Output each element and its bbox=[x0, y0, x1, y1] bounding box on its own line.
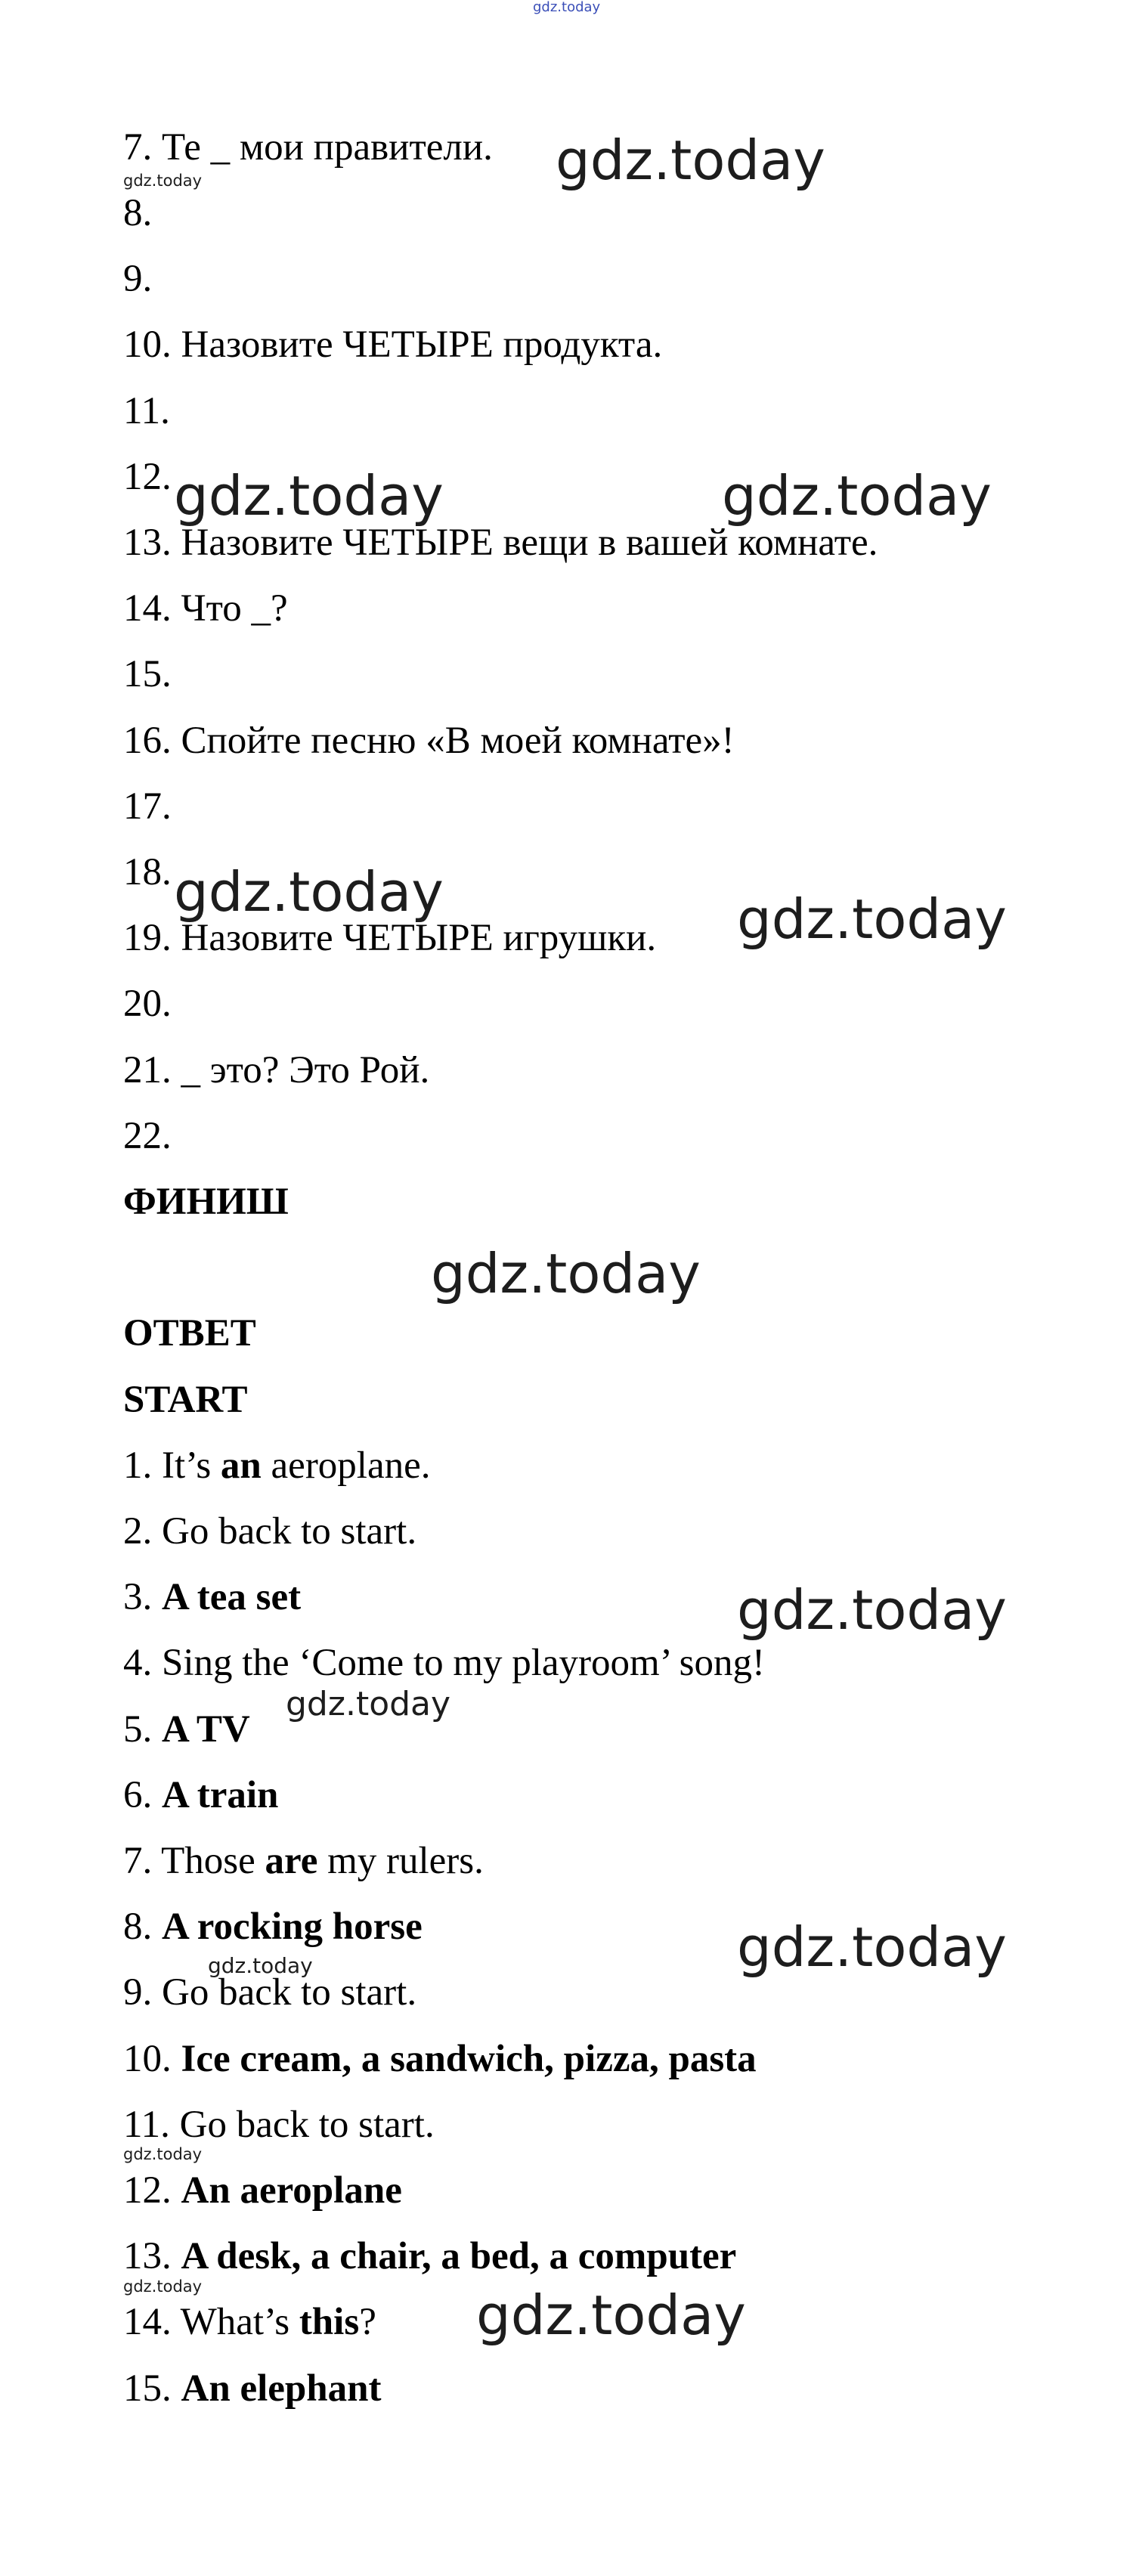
answer-line: 8. A rocking horse bbox=[123, 1906, 423, 1948]
question-line: 20. bbox=[123, 983, 172, 1025]
watermark: gdz.today bbox=[208, 1953, 313, 1978]
question-line: 14. Что _? bbox=[123, 587, 288, 630]
answer-line: 10. Ice cream, a sandwich, pizza, pasta bbox=[123, 2038, 757, 2080]
answer-heading: ОТВЕТ bbox=[123, 1312, 256, 1355]
watermark: gdz.today bbox=[556, 128, 825, 192]
watermark: gdz.today bbox=[476, 2283, 746, 2347]
question-line: 7. Те _ мои правители. bbox=[123, 126, 493, 169]
question-line: 11. bbox=[123, 390, 170, 432]
watermark: gdz.today bbox=[737, 887, 1007, 951]
watermark: gdz.today bbox=[737, 1578, 1007, 1642]
answer-line: 14. What’s this? bbox=[123, 2301, 376, 2343]
answer-line: 12. An aeroplane bbox=[123, 2169, 402, 2212]
question-line: 18. bbox=[123, 851, 172, 893]
question-line: 19. Назовите ЧЕТЫРЕ игрушки. bbox=[123, 917, 657, 959]
question-line: 17. bbox=[123, 785, 172, 828]
watermark: gdz.today bbox=[533, 0, 601, 15]
question-line: 16. Спойте песню «В моей комнате»! bbox=[123, 720, 735, 762]
answer-line: 1. It’s an aeroplane. bbox=[123, 1444, 431, 1487]
finish-label: ФИНИШ bbox=[123, 1181, 289, 1223]
answer-line: 13. A desk, a chair, a bed, a computer bbox=[123, 2235, 737, 2277]
watermark: gdz.today bbox=[174, 464, 444, 528]
answer-line: 7. Those are my rulers. bbox=[123, 1840, 484, 1882]
start-label: START bbox=[123, 1379, 248, 1421]
question-line: 15. bbox=[123, 653, 172, 695]
watermark: gdz.today bbox=[123, 172, 203, 190]
question-line: 9. bbox=[123, 258, 153, 300]
watermark: gdz.today bbox=[431, 1242, 701, 1305]
watermark: gdz.today bbox=[286, 1685, 451, 1723]
watermark: gdz.today bbox=[123, 2145, 203, 2163]
answer-line: 3. A tea set bbox=[123, 1576, 302, 1618]
answer-line: 11. Go back to start. bbox=[123, 2104, 435, 2146]
answer-line: 6. A train bbox=[123, 1774, 279, 1816]
answer-line: 5. A TV bbox=[123, 1708, 250, 1751]
answer-line: 15. An elephant bbox=[123, 2367, 382, 2410]
answer-line: 2. Go back to start. bbox=[123, 1510, 417, 1553]
answer-line: 4. Sing the ‘Come to my playroom’ song! bbox=[123, 1642, 765, 1684]
watermark: gdz.today bbox=[174, 860, 444, 924]
question-line: 10. Назовите ЧЕТЫРЕ продукта. bbox=[123, 324, 663, 366]
answer-line: 9. Go back to start. bbox=[123, 1971, 417, 2014]
question-line: 8. bbox=[123, 192, 153, 234]
question-line: 12. bbox=[123, 456, 172, 498]
question-line: 13. Назовите ЧЕТЫРЕ вещи в вашей комнате. bbox=[123, 522, 878, 564]
watermark: gdz.today bbox=[737, 1915, 1007, 1979]
watermark: gdz.today bbox=[123, 2277, 203, 2296]
question-line: 21. _ это? Это Рой. bbox=[123, 1049, 430, 1091]
watermark: gdz.today bbox=[722, 464, 992, 528]
question-line: 22. bbox=[123, 1115, 172, 1157]
